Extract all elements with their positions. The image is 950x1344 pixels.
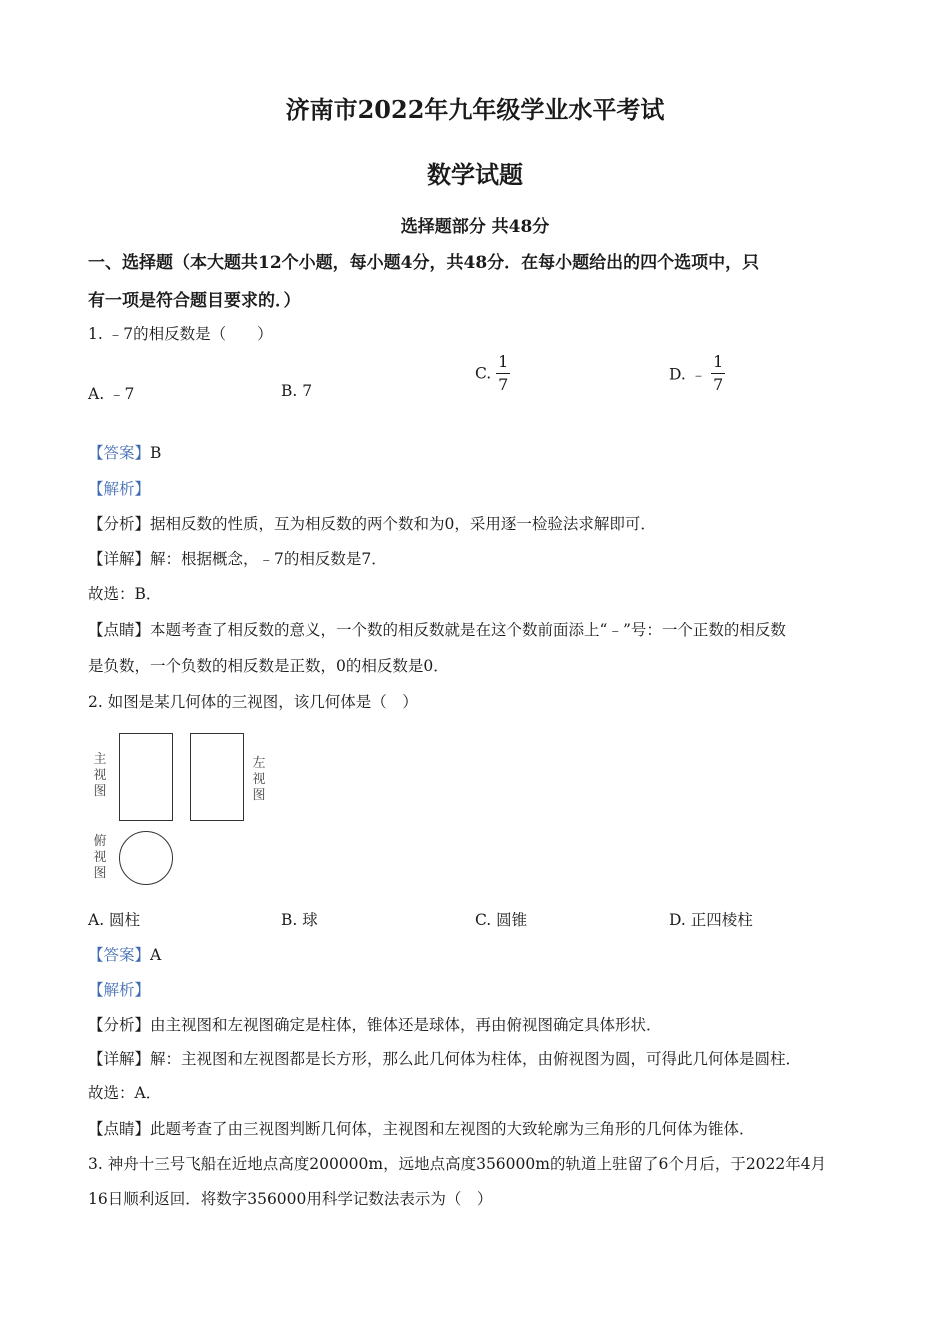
- q1-conclusion: 故选：B．: [88, 585, 162, 603]
- exam-subtitle: 数学试题: [427, 160, 523, 189]
- top-view-label: [92, 834, 108, 882]
- fraction-denominator: 7: [713, 375, 724, 394]
- q1-option-c-fraction: [496, 354, 510, 393]
- xiangjie-text: 解：根据概念，﹣7的相反数是7．: [150, 550, 387, 568]
- exam-title: 济南市2022年九年级学业水平考试: [285, 95, 665, 124]
- section-heading-line2: 有一项是符合题目要求的．）: [88, 291, 301, 311]
- label-char: 视: [93, 768, 107, 783]
- q1-option-a: A. ﹣7: [88, 385, 135, 403]
- q3-stem-line1: 3. 神舟十三号飞船在近地点高度200000m，远地点高度356000m的轨道上驻留了6个月后，于2022年4月: [88, 1155, 827, 1173]
- label-char: 视: [93, 850, 107, 865]
- answer-tag: 【答案】: [88, 946, 151, 964]
- q1-option-d: [669, 354, 725, 393]
- q1-xiangjie: [88, 547, 387, 569]
- q1-answer: [88, 441, 161, 463]
- q1-option-c: [475, 354, 510, 393]
- left-view-label: [251, 756, 267, 804]
- q2-option-b: B. 球: [281, 911, 318, 929]
- q1-dianjing-line1: [88, 618, 786, 640]
- dianjing-tag: 【点睛】: [88, 621, 151, 639]
- label-char: 图: [93, 784, 107, 799]
- fenxi-tag: 【分析】: [88, 515, 151, 533]
- xiangjie-tag: 【详解】: [88, 550, 151, 568]
- fraction-denominator: 7: [498, 375, 509, 394]
- q1-option-c-prefix: C.: [475, 364, 492, 383]
- q2-option-a: A. 圆柱: [88, 911, 141, 929]
- q3-stem-line2: 16日顺利返回．将数字356000用科学记数法表示为（ ）: [88, 1190, 493, 1208]
- q2-conclusion: 故选：A．: [88, 1084, 162, 1102]
- section-heading-line1: 一、选择题（本大题共12个小题，每小题4分，共48分．在每小题给出的四个选项中，只: [88, 253, 760, 273]
- fraction-numerator: 1: [711, 354, 725, 374]
- q1-fenxi: [88, 512, 656, 534]
- answer-tag: 【答案】: [88, 444, 151, 462]
- dianjing-text: 此题考查了由三视图判断几何体，主视图和左视图的大致轮廓为三角形的几何体为锥体．: [150, 1120, 755, 1138]
- fenxi-tag: 【分析】: [88, 1016, 151, 1034]
- q2-analysis-tag: 【解析】: [88, 981, 151, 999]
- label-char: 图: [93, 866, 107, 881]
- left-view-rectangle: [190, 733, 244, 821]
- fenxi-text: 据相反数的性质，互为相反数的两个数和为0，采用逐一检验法求解即可．: [150, 515, 656, 533]
- q2-option-d: D. 正四棱柱: [669, 911, 753, 929]
- q2-option-c: C. 圆锥: [475, 911, 528, 929]
- q2-dianjing: [88, 1117, 755, 1139]
- answer-value: A: [150, 946, 162, 964]
- label-char: 图: [252, 788, 266, 803]
- q1-option-d-prefix: D. ﹣: [669, 365, 707, 384]
- q1-stem: 1. ﹣7的相反数是（ ）: [88, 325, 273, 343]
- xiangjie-text: 解：主视图和左视图都是长方形，那么此几何体为柱体，由俯视图为圆，可得此几何体是圆柱．: [150, 1050, 802, 1068]
- label-char: 主: [93, 752, 107, 767]
- label-char: 视: [252, 772, 266, 787]
- q2-answer: [88, 943, 161, 965]
- fraction-numerator: 1: [496, 354, 510, 374]
- part-heading: 选择题部分 共48分: [400, 217, 550, 237]
- label-char: 左: [252, 756, 266, 771]
- q2-stem: 2. 如图是某几何体的三视图，该几何体是（ ）: [88, 693, 418, 711]
- q1-dianjing-line2: 是负数，一个负数的相反数是正数，0的相反数是0．: [88, 657, 449, 675]
- top-view-circle: [119, 831, 173, 885]
- q1-option-d-fraction: [711, 354, 725, 393]
- q1-option-b: B. 7: [281, 382, 313, 400]
- q2-xiangjie: [88, 1047, 801, 1069]
- dianjing-text: 本题考查了相反数的意义，一个数的相反数就是在这个数前面添上“﹣”号：一个正数的相反数: [150, 621, 786, 639]
- front-view-rectangle: [119, 733, 173, 821]
- label-char: 俯: [93, 834, 107, 849]
- q2-fenxi: [88, 1013, 662, 1035]
- front-view-label: [92, 752, 108, 800]
- xiangjie-tag: 【详解】: [88, 1050, 151, 1068]
- fenxi-text: 由主视图和左视图确定是柱体，锥体还是球体，再由俯视图确定具体形状．: [150, 1016, 662, 1034]
- q1-analysis-tag: 【解析】: [88, 480, 151, 498]
- answer-value: B: [150, 444, 162, 462]
- dianjing-tag: 【点睛】: [88, 1120, 151, 1138]
